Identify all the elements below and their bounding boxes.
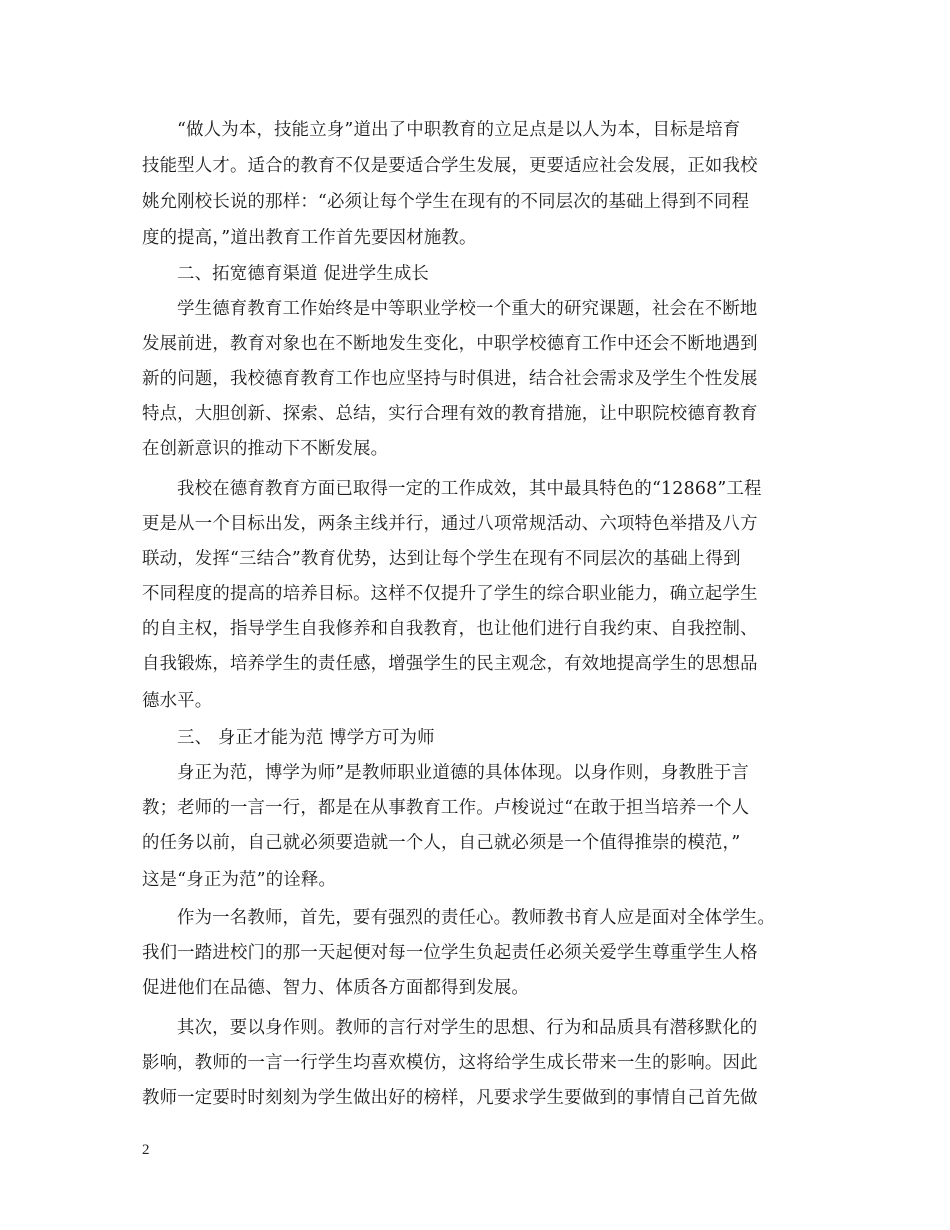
text-line: 更是从一个目标出发，两条主线并行，通过八项常规活动、六项特色举措及八方: [142, 514, 758, 534]
text-line: 我们一踏进校门的那一天起便对每一位学生负起责任必须关爱学生尊重学生人格: [142, 943, 758, 963]
text-line: 的自主权，指导学生自我修养和自我教育，也让他们进行自我约束、自我控制、: [142, 619, 758, 639]
text-line: 促进他们在品德、智力、体质各方面都得到发展。: [142, 978, 529, 998]
text-line: 特点，大胆创新、探索、总结，实行合理有效的教育措施，让中职院校德育教育: [142, 404, 758, 424]
text-line: 联动，发挥“三结合”教育优势，达到让每个学生在现有不同层次的基础上得到: [142, 549, 741, 569]
text-line: 的任务以前，自己就必须要造就一个人，自己就必须是一个值得推崇的模范，”: [142, 833, 741, 853]
text-line: 其次，要以身作则。教师的言行对学生的思想、行为和品质具有潜移默化的: [177, 1018, 758, 1038]
text-line: 我校在德育教育方面已取得一定的工作成效，其中最具特色的“12868”工程: [177, 479, 762, 499]
text-line: 影响，教师的一言一行学生均喜欢模仿，这将给学生成长带来一生的影响。因此: [142, 1053, 758, 1073]
text-line: 教师一定要时时刻刻为学生做出好的榜样，凡要求学生要做到的事情自己首先做: [142, 1088, 758, 1108]
text-line: 度的提高，”道出教育工作首先要因材施教。: [142, 228, 477, 248]
text-line: 技能型人才。适合的教育不仅是要适合学生发展，更要适应社会发展，正如我校: [142, 156, 758, 176]
text-line: 新的问题，我校德育教育工作也应坚持与时俱进，结合社会需求及学生个性发展: [142, 369, 758, 389]
text-line: 姚允刚校长说的那样：“必须让每个学生在现有的不同层次的基础上得到不同程: [142, 192, 750, 212]
section-heading: 三、 身正才能为范 博学方可为师: [177, 728, 435, 748]
text-line: 身正为范，博学为师”是教师职业道德的具体体现。以身作则，身教胜于言: [177, 763, 749, 783]
text-line: 发展前进，教育对象也在不断地发生变化，中职学校德育工作中还会不断地遇到: [142, 334, 758, 354]
text-line: “做人为本，技能立身”道出了中职教育的立足点是以人为本，目标是培育: [177, 120, 741, 140]
text-line: 不同程度的提高的培养目标。这样不仅提升了学生的综合职业能力，确立起学生: [142, 584, 758, 604]
text-line: 自我锻炼，培养学生的责任感，增强学生的民主观念，有效地提高学生的思想品: [142, 654, 758, 674]
section-heading: 二、拓宽德育渠道 促进学生成长: [177, 264, 429, 284]
text-line: 教；老师的一言一行，都是在从事教育工作。卢梭说过“在敢于担当培养一个人: [142, 798, 750, 818]
text-line: 这是“身正为范”的诠释。: [142, 870, 337, 890]
text-line: 学生德育教育工作始终是中等职业学校一个重大的研究课题，社会在不断地: [177, 299, 758, 319]
text-line: 在创新意识的推动下不断发展。: [142, 439, 389, 459]
page-number: 2: [142, 1142, 150, 1158]
text-line: 德水平。: [142, 691, 213, 711]
text-line: 作为一名教师，首先，要有强烈的责任心。教师教书育人应是面对全体学生。: [177, 908, 776, 928]
